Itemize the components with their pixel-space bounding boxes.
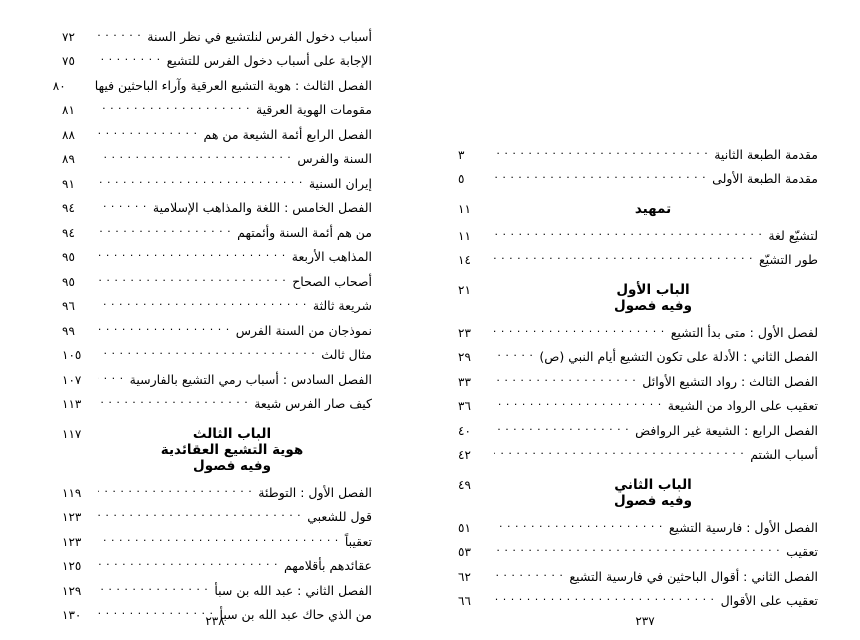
toc-entry-page-number: ١٠٥ [62,348,82,362]
toc-entry[interactable] [62,484,372,501]
toc-entry-title: إيران السنية [308,175,372,191]
toc-entry-title: الفصل الأول : التوطئة [258,484,372,500]
toc-entry-page-number: ٩٦ [62,299,75,313]
toc-entry-page-number: ١٤ [458,253,471,267]
toc-leader-dots [98,102,250,115]
toc-heading-page-number: ٢١ [458,283,471,297]
toc-entry[interactable] [458,324,818,341]
toc-leader-dots [98,396,248,409]
toc-entry-page-number: ٩١ [62,176,75,191]
toc-entry[interactable] [458,171,818,188]
toc-entry[interactable] [62,396,372,413]
toc-leader-dots [98,151,291,164]
toc-leader-dots [494,568,563,581]
toc-heading-group [458,477,818,509]
toc-entry[interactable] [62,28,372,45]
toc-leader-dots [494,593,715,606]
toc-entry[interactable] [62,200,372,217]
toc-heading-line [458,477,818,493]
toc-list-left [52,28,372,623]
toc-leader-dots [494,252,753,265]
toc-entry-page-number: ٧٥ [62,54,75,68]
toc-leader-dots [98,322,230,335]
toc-entry-page-number: ٥ [458,172,465,186]
toc-entry-page-number: ٣٦ [458,399,471,413]
toc-entry-title: مثال ثالث [321,347,372,362]
toc-entry-title: مقدمة الطبعة الأولى [712,171,818,186]
toc-entry[interactable] [458,349,818,366]
toc-heading-line [458,493,818,509]
toc-entry-page-number: ٢٣ [458,325,471,340]
toc-entry-title: الفصل الثاني : عبد الله بن سبأ [214,582,372,598]
toc-heading-group [458,201,818,217]
toc-entry-page-number: ٩٤ [62,201,75,215]
toc-entry-page-number: ٨٩ [62,152,75,166]
toc-leader-dots [494,398,662,411]
toc-entry-title: أصحاب الصحاح [292,273,372,289]
toc-entry[interactable] [62,582,372,599]
toc-heading-line [62,442,372,458]
toc-heading-line [62,458,372,474]
toc-heading-label: وفيه فصول [614,493,692,509]
toc-entry-title: الفصل الرابع أئمة الشيعة من هم [203,126,372,142]
toc-entry-title: نموذجان من السنة الفرس [235,322,372,338]
toc-entry-page-number: ٨٨ [62,127,75,142]
toc-list-right [458,146,818,609]
toc-leader-dots [98,484,252,497]
toc-entry-title: الفصل السادس : أسباب رمي التشيع بالفارسية [129,371,372,387]
toc-entry-title: أسباب دخول الفرس لنلتشيع في نظر السنة [147,28,372,44]
toc-entry-title: الفصل الثاني : الأدلة على تكون التشيع أيام النبي (ص) [539,349,818,364]
toc-entry-page-number: ٩٥ [62,274,75,289]
toc-leader-dots [98,509,301,522]
toc-entry-page-number: ٦٦ [458,594,471,608]
toc-leader-dots [494,349,533,362]
toc-heading-page-number: ١١ [458,202,471,216]
toc-heading-label: وفيه فصول [614,298,692,314]
toc-entry-title: أسباب الشتم [750,447,818,462]
toc-entry[interactable] [458,227,818,244]
toc-leader-dots [494,544,780,557]
toc-entry[interactable] [458,544,818,561]
toc-heading-label: هوية التشيع العقائدية [160,442,304,458]
toc-entry-page-number: ١٢٣ [62,534,82,549]
toc-heading-page-number: ٤٩ [458,478,471,492]
toc-entry[interactable] [62,249,372,266]
toc-entry[interactable] [458,519,818,536]
toc-entry[interactable] [458,146,818,163]
toc-entry-title: المذاهب الأربعة [291,249,372,264]
toc-entry-title: مقدمة الطبعة الثانية [714,146,818,162]
toc-entry-page-number: ٧٢ [62,29,75,44]
toc-entry[interactable] [62,53,372,70]
toc-leader-dots [98,558,278,571]
toc-entry[interactable] [62,273,372,290]
toc-entry[interactable] [62,126,372,143]
toc-entry[interactable] [62,224,372,241]
toc-leader-dots [494,519,663,532]
toc-heading-group [458,282,818,314]
toc-entry[interactable] [458,422,818,439]
toc-heading-line [458,298,818,314]
toc-leader-dots [98,347,315,360]
toc-entry-page-number: ٤٢ [458,448,471,462]
toc-leader-dots [494,171,706,184]
toc-entry-title: تعقيب على الرواد من الشيعة [667,398,818,413]
toc-entry-page-number: ١٢٥ [62,559,82,573]
toc-entry-page-number: ٨١ [62,103,75,117]
toc-entry-page-number: ١٢٩ [62,583,82,598]
toc-entry[interactable] [62,347,372,364]
toc-entry-page-number: ٢٩ [458,350,471,364]
toc-entry-page-number: ٦٢ [458,569,471,584]
page-folio-right: ٢٣٧ [635,614,655,628]
toc-entry-title: شريعة ثالثة [312,298,372,313]
toc-entry[interactable] [458,593,818,610]
toc-entry-page-number: ٣ [458,147,465,162]
toc-leader-dots [98,200,147,213]
toc-entry-title: من الذي حاك عبد الله بن سبأ [219,607,372,622]
page-folio-left: ٢٣٨ [205,614,225,628]
toc-leader-dots [494,447,744,460]
toc-entry-title: قول للشعبي [307,509,372,524]
toc-heading-group [62,426,372,474]
toc-heading-label: الباب الأول [616,282,690,298]
toc-entry-page-number: ٩٥ [62,250,75,264]
toc-leader-dots [98,224,231,237]
toc-entry-title: مقومات الهوية العرقية [255,102,372,117]
toc-heading-label: وفيه فصول [193,458,271,474]
toc-heading-label: الباب الثالث [192,426,272,442]
toc-heading-line [458,282,818,298]
toc-leader-dots [98,371,124,384]
toc-entry-page-number: ٥٣ [458,545,471,559]
toc-entry-page-number: ١١٣ [62,397,82,411]
toc-entry-page-number: ٤٠ [458,423,471,438]
toc-leader-dots [494,227,762,240]
toc-entry-page-number: ٩٩ [62,323,75,338]
toc-entry[interactable] [458,373,818,390]
toc-entry-title: طور التشيّع [758,252,818,267]
toc-leader-dots [98,298,307,311]
toc-entry[interactable] [62,151,372,168]
toc-entry[interactable] [62,298,372,315]
toc-heading-line [458,201,818,217]
toc-entry-page-number: ٨٠ [52,78,66,93]
toc-leader-dots [494,422,629,435]
toc-leader-dots [98,53,161,66]
toc-entry-title: الفصل الثالث : رواد التشيع الأوائل [642,373,818,389]
toc-entry-title: الفصل الثالث : هوية التشيع العرقية وآراء الباحثين فيها [94,77,372,93]
toc-entry-page-number: ١١٩ [62,485,82,500]
toc-leader-dots [98,582,208,595]
toc-entry-page-number: ٩٤ [62,225,75,240]
toc-entry[interactable] [458,447,818,464]
toc-entry[interactable] [62,102,372,119]
toc-entry-page-number: ١٢٣ [62,510,82,524]
toc-entry[interactable] [62,175,372,192]
toc-entry-title: تعقيباً [344,533,372,549]
toc-entry-title: السنة والفرس [297,151,372,166]
toc-leader-dots [98,175,303,188]
toc-leader-dots [98,28,141,41]
toc-entry[interactable] [62,322,372,339]
toc-entry-title: تعقيب [786,544,818,559]
toc-leader-dots [98,249,286,262]
toc-entry-page-number: ١٠٧ [62,372,82,387]
toc-entry-page-number: ١٣٠ [62,608,82,622]
toc-entry-title: تعقيب على الأقوال [720,593,818,608]
toc-entry-page-number: ٥١ [458,520,471,535]
toc-entry[interactable] [458,398,818,415]
toc-entry[interactable] [458,568,818,585]
toc-entry[interactable] [62,558,372,575]
toc-entry-title: الفصل الأول : فارسية التشيع [668,519,818,535]
toc-entry-title: من هم أئمة السنة وأئمتهم [237,224,372,240]
toc-leader-dots [494,373,636,386]
toc-leader-dots [98,533,339,546]
toc-entry-title: الفصل الثاني : أقوال الباحثين في فارسية التشيع [569,568,818,584]
right-book-page [430,0,860,640]
toc-leader-dots [98,273,286,286]
toc-heading-page-number: ١١٧ [62,427,82,441]
toc-heading-label: تمهيد [634,201,672,217]
toc-entry[interactable] [62,371,372,388]
toc-heading-line [62,426,372,442]
toc-entry-title: لتشيّع لغة [768,227,818,243]
toc-leader-dots [494,146,708,159]
toc-entry-title: كيف صار الفرس شيعة [254,396,372,411]
toc-entry-title: عقائدهم بأقلامهم [283,558,372,573]
toc-entry-title: الفصل الرابع : الشيعة غير الروافض [635,422,818,438]
toc-leader-dots [98,126,198,139]
toc-entry[interactable] [62,533,372,550]
toc-entry-page-number: ٣٣ [458,374,471,389]
toc-leader-dots [494,324,665,337]
toc-entry[interactable] [62,509,372,526]
toc-entry[interactable] [458,252,818,269]
toc-entry-title: الإجابة على أسباب دخول الفرس للتشيع [166,53,372,68]
toc-entry-title: الفصل الخامس : اللغة والمذاهب الإسلامية [152,200,372,215]
toc-heading-label: الباب الثاني [614,477,692,493]
toc-entry-title: لفصل الأول : متى بدأ التشيع [670,324,818,340]
toc-entry-page-number: ١١ [458,228,471,243]
toc-entry[interactable] [52,77,372,94]
